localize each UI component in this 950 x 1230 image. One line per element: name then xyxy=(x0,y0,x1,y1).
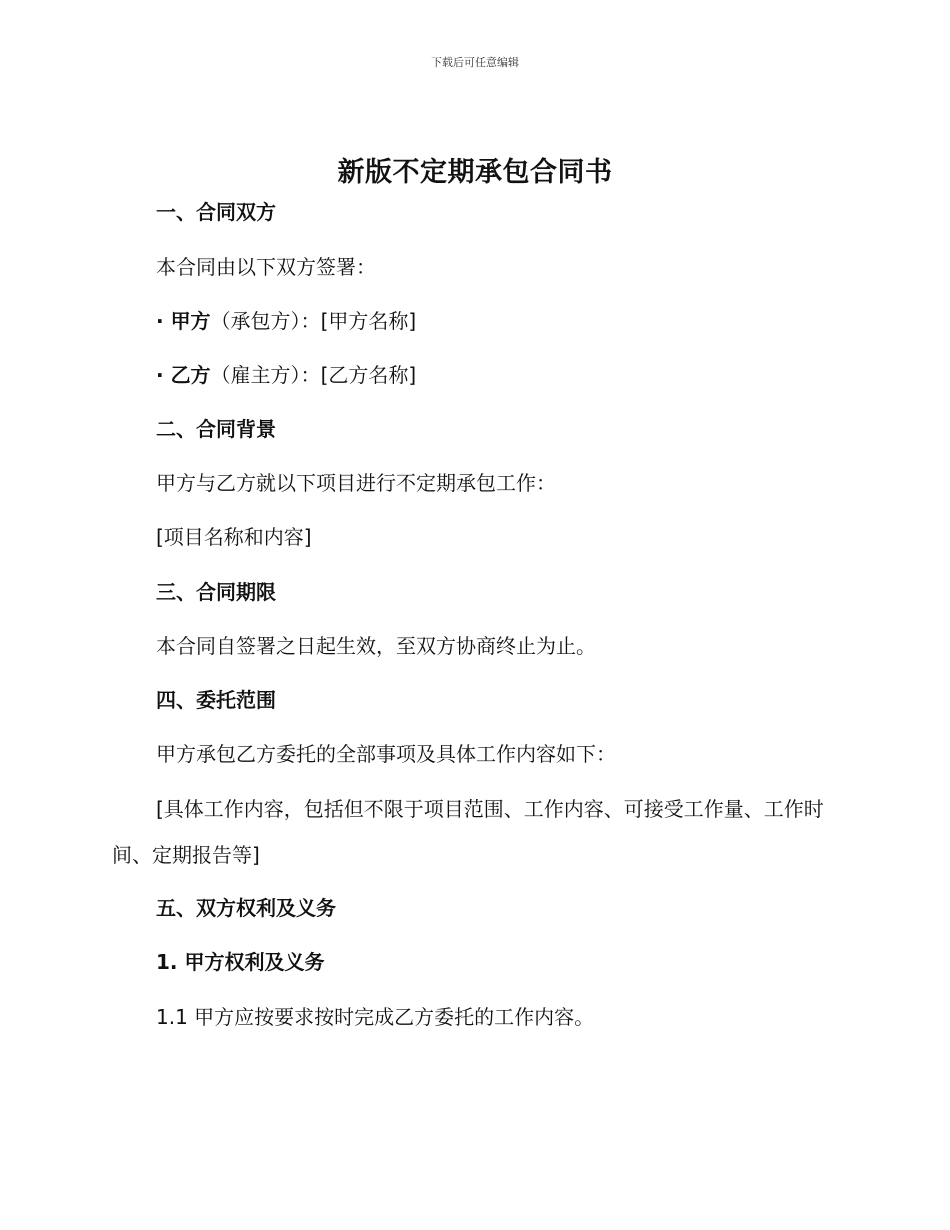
party-a-line xyxy=(156,307,416,335)
party-b-role: （雇主方）： xyxy=(210,363,321,387)
section5-item-1-1: 1.1 甲方应按要求按时完成乙方委托的工作内容。 xyxy=(156,1005,595,1029)
section5-sub1-heading: 1. 甲方权利及义务 xyxy=(156,950,325,974)
section3-text: 本合同自签署之日起生效，至双方协商终止为止。 xyxy=(156,634,596,658)
party-a-role: （承包方）： xyxy=(210,309,321,333)
page-header-note: 下载后可任意编辑 xyxy=(431,56,519,69)
section4-text: 甲方承包乙方委托的全部事项及具体工作内容如下： xyxy=(156,742,616,766)
party-b-line xyxy=(156,361,416,389)
section2-heading: 二、合同背景 xyxy=(156,417,276,441)
document-title: 新版不定期承包合同书 xyxy=(337,157,613,188)
party-a-bullet: · xyxy=(156,309,171,333)
party-b-value: [乙方名称] xyxy=(320,363,417,387)
section5-heading: 五、双方权利及义务 xyxy=(156,896,336,920)
party-b-bullet: · xyxy=(156,363,171,387)
section4-heading: 四、委托范围 xyxy=(156,688,276,712)
party-a-value: [甲方名称] xyxy=(320,309,417,333)
section3-heading: 三、合同期限 xyxy=(156,580,276,604)
section4-detail: [具体工作内容，包括但不限于项目范围、工作内容、可接受工作量、工作时间、定期报告等] xyxy=(112,797,824,867)
section1-heading: 一、合同双方 xyxy=(156,200,276,224)
party-a-label: 甲方 xyxy=(170,309,211,333)
section2-placeholder: [项目名称和内容] xyxy=(156,525,312,549)
section1-intro: 本合同由以下双方签署： xyxy=(156,255,376,279)
party-b-label: 乙方 xyxy=(170,363,211,387)
section2-text: 甲方与乙方就以下项目进行不定期承包工作： xyxy=(156,471,556,495)
